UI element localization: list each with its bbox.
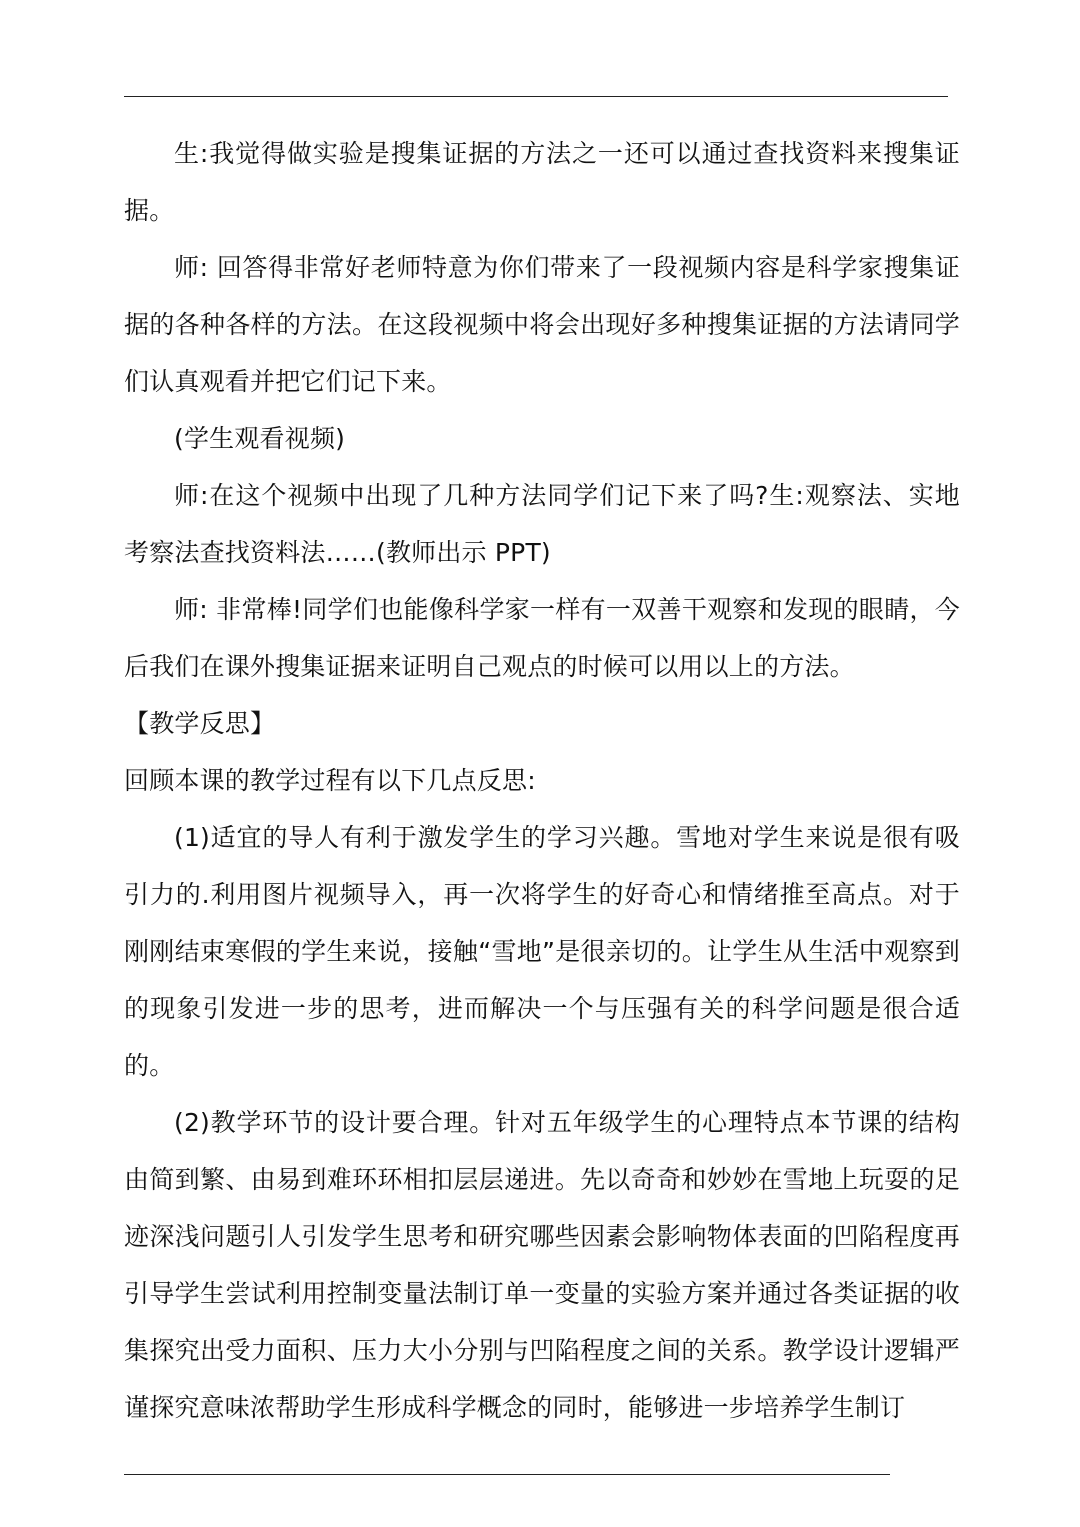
document-body xyxy=(124,125,960,1436)
footer-rule xyxy=(124,1474,890,1475)
paragraph-reflection-point-1: (1)适宜的导人有利于激发学生的学习兴趣。雪地对学生来说是很有吸引力的.利用图片视频导入，再一次将学生的好奇心和情绪推至高点。对于刚刚结束寒假的学生来说，接触“雪地”是很亲切的。让学生从生活中观察到的现象引发进一步的思考，进而解决一个与压强有关的科学问题是很合适的。 xyxy=(124,823,960,1080)
paragraph-student-answer: 生:我觉得做实验是搜集证据的方法之一还可以通过查找资料来搜集证据。 xyxy=(124,139,960,225)
paragraph-teacher-question: 师:在这个视频中出现了几种方法同学们记下来了吗?生:观察法、实地考察法查找资料法……(教师出示 PPT) xyxy=(124,481,960,567)
paragraph-reflection-point-2: (2)教学环节的设计要合理。针对五年级学生的心理特点本节课的结构由简到繁、由易到难环环相扣层层递进。先以奇奇和妙妙在雪地上玩耍的足迹深浅问题引人引发学生思考和研究哪些因素会影响物体表面的凹陷程度再引导学生尝试利用控制变量法制订单一变量的实验方案并通过各类证据的收集探究出受力面积、压力大小分别与凹陷程度之间的关系。教学设计逻辑严谨探究意味浓帮助学生形成科学概念的同时，能够进一步培养学生制订 xyxy=(124,1108,960,1422)
header-rule xyxy=(124,96,948,97)
section-heading-teaching-reflection: 【教学反思】 xyxy=(124,709,276,738)
paragraph-reflection-intro: 回顾本课的教学过程有以下几点反思: xyxy=(124,766,536,795)
paragraph-students-watch-video: (学生观看视频) xyxy=(174,424,346,453)
paragraph-teacher-video-intro: 师: 回答得非常好老师特意为你们带来了一段视频内容是科学家搜集证据的各种各样的方法。在这段视频中将会出现好多种搜集证据的方法请同学们认真观看并把它们记下来。 xyxy=(124,253,960,396)
paragraph-teacher-praise: 师: 非常棒!同学们也能像科学家一样有一双善干观察和发现的眼睛，今后我们在课外搜集证据来证明自己观点的时候可以用以上的方法。 xyxy=(124,595,960,681)
